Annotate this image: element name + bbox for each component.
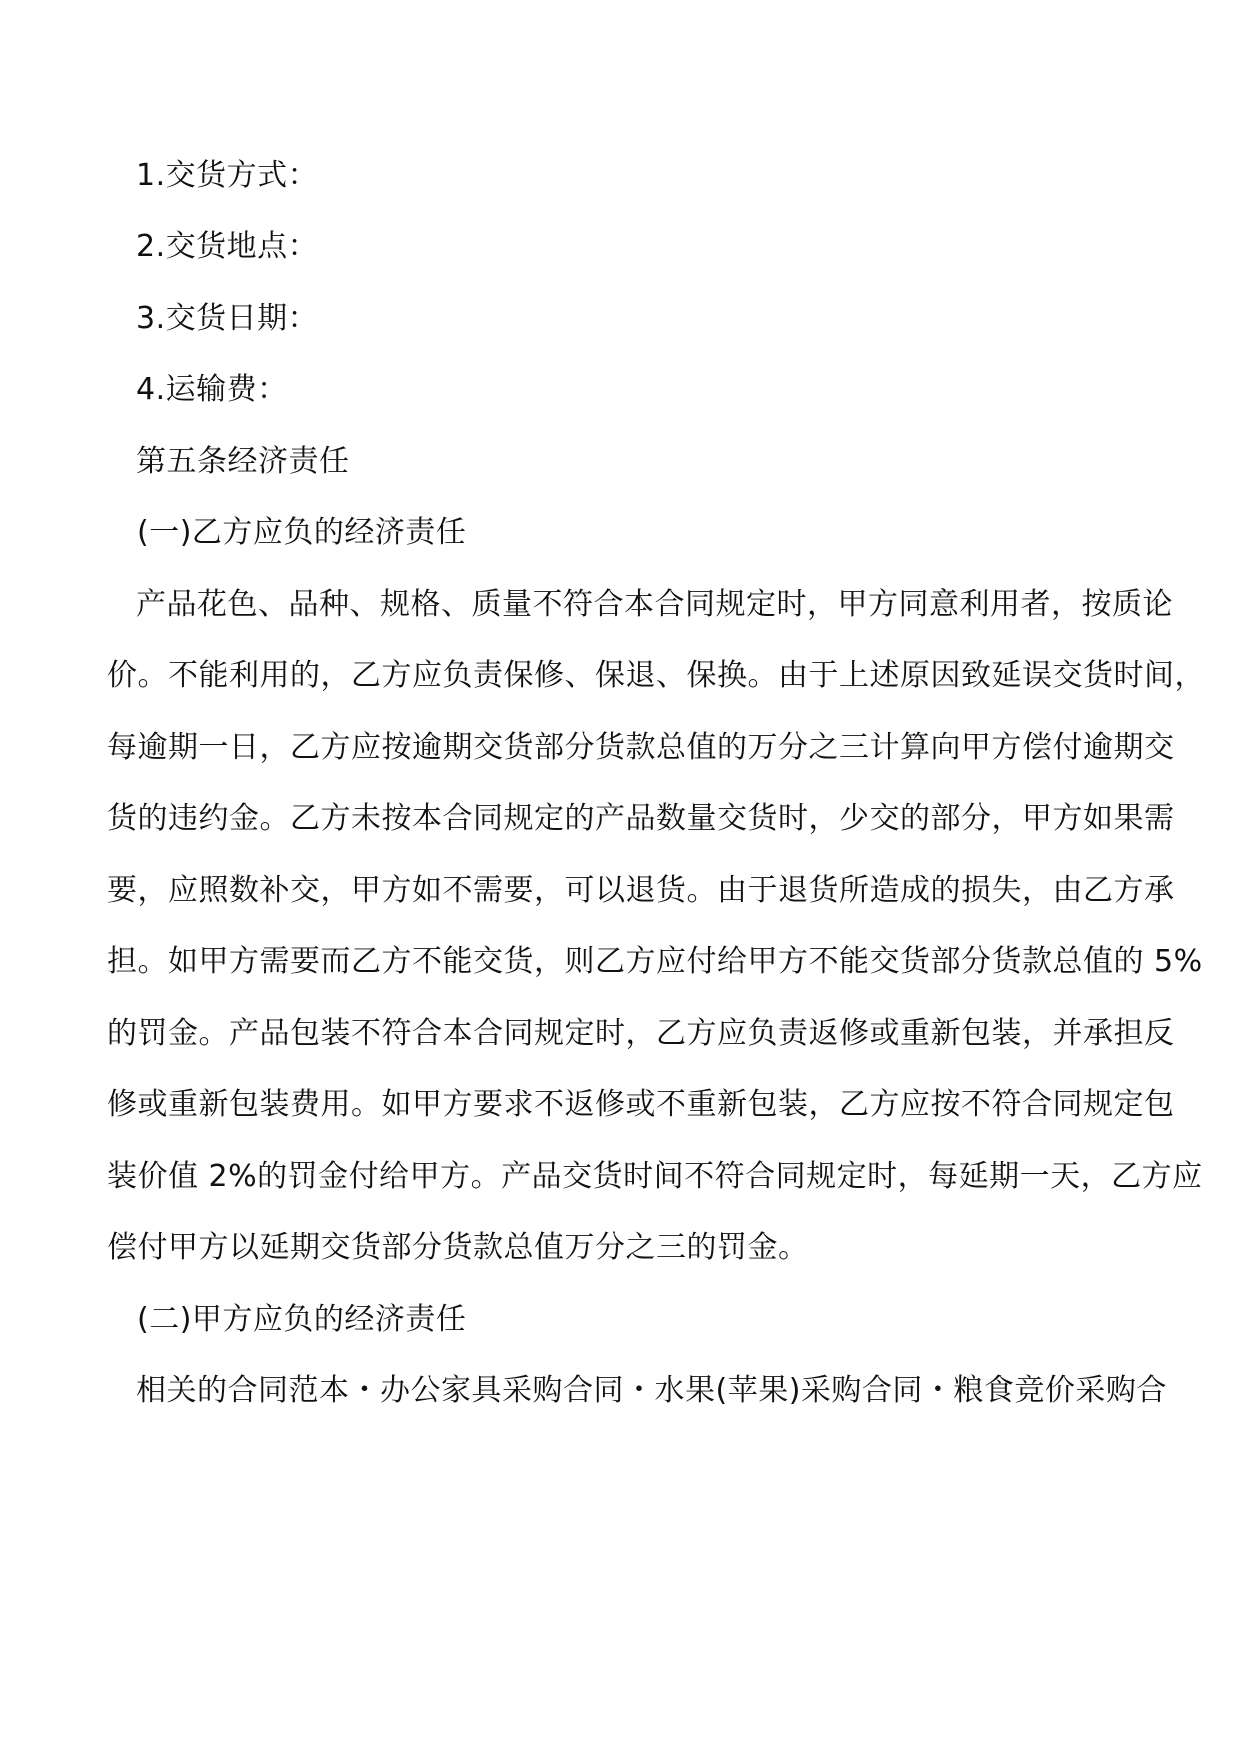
paragraph-line: 担。如甲方需要而乙方不能交货，则乙方应付给甲方不能交货部分货款总值的 5% <box>107 944 1203 979</box>
item-delivery-date: 3.交货日期： <box>136 301 319 336</box>
article-heading: 第五条经济责任 <box>136 444 350 479</box>
paragraph-line: 的罚金。产品包装不符合本合同规定时，乙方应负责返修或重新包装，并承担反 <box>107 1016 1175 1051</box>
item-delivery-method: 1.交货方式： <box>136 158 319 193</box>
paragraph-line: 要，应照数补交，甲方如不需要，可以退货。由于退货所造成的损失，由乙方承 <box>107 873 1175 908</box>
paragraph-line: 偿付甲方以延期交货部分货款总值万分之三的罚金。 <box>107 1230 809 1265</box>
paragraph-line: 每逾期一日，乙方应按逾期交货部分货款总值的万分之三计算向甲方偿付逾期交 <box>107 730 1175 765</box>
section-heading-party-a: (二)甲方应负的经济责任 <box>137 1302 467 1337</box>
item-transport-fee: 4.运输费： <box>136 372 288 407</box>
related-contracts-line: 相关的合同范本・办公家具采购合同・水果(苹果)采购合同・粮食竞价采购合 <box>136 1373 1167 1408</box>
paragraph-line: 价。不能利用的，乙方应负责保修、保退、保换。由于上述原因致延误交货时间， <box>107 658 1205 693</box>
paragraph-line: 装价值 2%的罚金付给甲方。产品交货时间不符合同规定时，每延期一天，乙方应 <box>107 1159 1203 1194</box>
paragraph-line: 产品花色、品种、规格、质量不符合本合同规定时，甲方同意利用者，按质论 <box>136 587 1173 622</box>
paragraph-line: 修或重新包装费用。如甲方要求不返修或不重新包装，乙方应按不符合同规定包 <box>107 1087 1175 1122</box>
section-heading-party-b: (一)乙方应负的经济责任 <box>137 515 467 550</box>
item-delivery-location: 2.交货地点： <box>136 229 319 264</box>
paragraph-line: 货的违约金。乙方未按本合同规定的产品数量交货时，少交的部分，甲方如果需 <box>107 801 1175 836</box>
